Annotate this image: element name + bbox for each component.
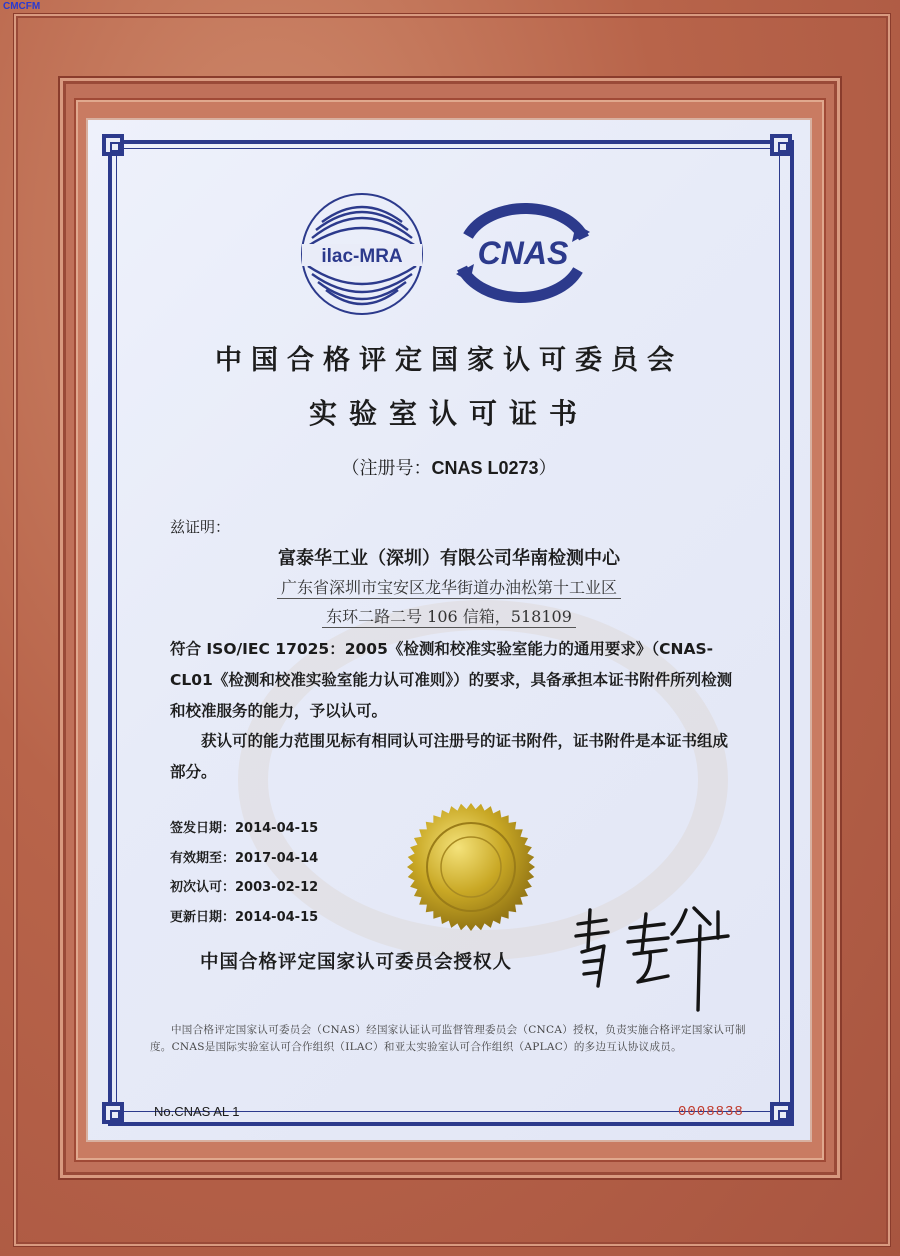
scope-paragraph: 获认可的能力范围见标有相同认可注册号的证书附件，证书附件是本证书组成部分。	[170, 732, 729, 781]
corner-ornament-top-left	[102, 134, 124, 156]
issue-date: 签发日期：2014-04-15	[170, 821, 319, 836]
address-line-2-text: 东环二路二号 106 信箱，518109	[322, 604, 576, 628]
valid-until-date: 有效期至：2017-04-14	[170, 850, 319, 866]
certificate-number: No.CNAS AL 1	[154, 1104, 240, 1119]
registration-number	[88, 454, 810, 480]
ilac-logo-text: ilac-MRA	[321, 246, 403, 267]
ilac-mra-logo	[298, 190, 426, 318]
conformity-paragraph: 符合 ISO/IEC 17025：2005《检测和校准实验室能力的通用要求》（CNAS-CL01《检测和校准实验室能力认可准则》）的要求，具备承担本证书附件所列检测和校准服务的能力，予以认可。	[170, 640, 733, 720]
address-line-2	[88, 604, 810, 628]
certificate-title: 实验室认可证书	[308, 397, 589, 430]
certificate-paper	[88, 120, 810, 1140]
committee-title: 中国合格评定国家认可委员会	[215, 345, 683, 376]
renewal-date: 更新日期：2014-04-15	[170, 909, 319, 925]
authorized-signatory-label: 中国合格评定国家认可委员会授权人	[200, 952, 513, 973]
corner-ornament-bottom-right	[770, 1102, 792, 1124]
gold-seal	[404, 800, 538, 934]
registration-prefix: （注册号：	[341, 458, 432, 479]
address-line-1-text: 广东省深圳市宝安区龙华街道办油松第十工业区	[277, 575, 621, 599]
corner-ornament-bottom-left	[102, 1102, 124, 1124]
serial-number: 0008838	[678, 1104, 744, 1120]
company-name: 富泰华工业（深圳）有限公司华南检测中心	[278, 548, 620, 569]
first-accreditation-date: 初次认可：2003-02-12	[170, 880, 319, 895]
watermark-label: CMCFM	[3, 1, 41, 12]
handwritten-signature	[568, 902, 738, 1018]
corner-ornament-top-right	[770, 134, 792, 156]
address-line-1	[88, 575, 810, 599]
registration-suffix: ）	[538, 458, 557, 479]
cnas-logo	[448, 198, 598, 308]
cnas-footnote: 中国合格评定国家认可委员会（CNAS）经国家认证认可监督管理委员会（CNCA）授权，负责实施合格评定国家认可制度。CNAS是国际实验室认可合作组织（ILAC）和亚太实验室认可合作组织（APLAC）的多边互认协议成员。	[150, 1024, 746, 1053]
registration-code: CNAS L0273	[431, 458, 539, 478]
certificate-dates	[170, 814, 318, 932]
cnas-logo-text: CNAS	[477, 235, 569, 271]
hereby-certify-label: 兹证明：	[170, 518, 231, 536]
